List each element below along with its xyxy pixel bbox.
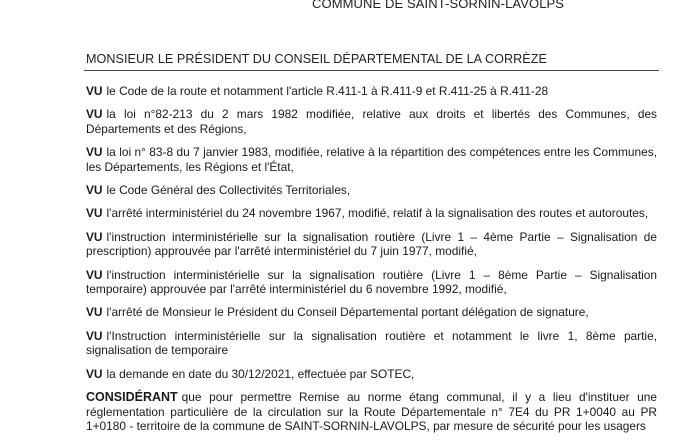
vu-text: le Code Général des Collectivités Territoriales, bbox=[106, 183, 351, 198]
vu-paragraph bbox=[86, 268, 657, 297]
vu-keyword: VU bbox=[86, 206, 103, 221]
vu-paragraph bbox=[86, 107, 657, 136]
vu-paragraph bbox=[86, 84, 657, 98]
vu-text: le Code de la route et notamment l'article R.411-1 à R.411-9 et R.411-25 à R.411-28 bbox=[106, 84, 549, 98]
vu-paragraph bbox=[86, 329, 657, 358]
vu-keyword: VU bbox=[86, 183, 103, 198]
vu-text: la demande en date du 30/12/2021, effectuée par SOTEC, bbox=[106, 366, 415, 381]
vu-paragraph bbox=[86, 206, 657, 220]
vu-keyword: VU bbox=[86, 145, 103, 160]
considerant-keyword: CONSIDÉRANT bbox=[86, 390, 178, 405]
vu-keyword: VU bbox=[86, 328, 103, 343]
vu-paragraph bbox=[86, 367, 657, 381]
vu-text: l'Instruction interministérielle sur la signalisation routière et notamment le livre 1, 8ème partie, signalisation de temporaire bbox=[86, 328, 657, 358]
vu-paragraph bbox=[86, 145, 657, 174]
vu-keyword: VU bbox=[86, 267, 103, 282]
vu-text: l'arrêté de Monsieur le Président du Conseil Départemental portant délégation de signature, bbox=[106, 305, 589, 320]
vu-keyword: VU bbox=[86, 229, 103, 244]
considerant-paragraph bbox=[86, 390, 657, 433]
vu-keyword: VU bbox=[86, 84, 103, 98]
vu-paragraph bbox=[86, 183, 657, 197]
header-divider bbox=[84, 70, 659, 71]
vu-text: l'instruction interministérielle sur la signalisation routière (Livre 1 – 4ème Partie – Signalisation de prescription) approuvée par l'arrêté interministériel du 7 juin 1977, modifié, bbox=[86, 229, 657, 259]
commune-header: COMMUNE DE SAINT-SORNIN-LAVOLPS bbox=[312, 0, 565, 11]
considerant-text: que pour permettre Remise au norme étang communal, il y a lieu d'instituer une réglementation particulière de la circulation sur la Route Départementale n° 7E4 du PR 1+0040 au PR 1+0180 - territoire de la commune de SAINT-SORNIN-LAVOLPS, par mesure de sécurité pour les usagers bbox=[86, 390, 657, 433]
vu-keyword: VU bbox=[86, 305, 103, 320]
authority-line: MONSIEUR LE PRÉSIDENT DU CONSEIL DÉPARTEMENTAL DE LA CORRÈZE bbox=[86, 52, 547, 66]
vu-text: la loi n° 83-8 du 7 janvier 1983, modifiée, relative à la répartition des compétences entre les Communes, les Départements, les Régions et l'État, bbox=[86, 145, 657, 174]
vu-keyword: VU bbox=[86, 366, 103, 381]
vu-text: l'arrêté interministériel du 24 novembre 1967, modifié, relatif à la signalisation des routes et autoroutes, bbox=[106, 206, 649, 221]
vu-text: la loi n°82-213 du 2 mars 1982 modifiée, relative aux droits et libertés des Communes, des Départements et des Régions, bbox=[86, 107, 657, 136]
vu-keyword: VU bbox=[86, 107, 103, 122]
vu-paragraph bbox=[86, 305, 657, 319]
document-body bbox=[86, 84, 657, 441]
vu-text: l'instruction interministérielle sur la signalisation routière (Livre 1 – 8ème Partie – Signalisation temporaire) approuvée par l'arrêté interministériel du 6 novembre 1992, modifié, bbox=[86, 267, 657, 297]
vu-paragraph bbox=[86, 230, 657, 259]
